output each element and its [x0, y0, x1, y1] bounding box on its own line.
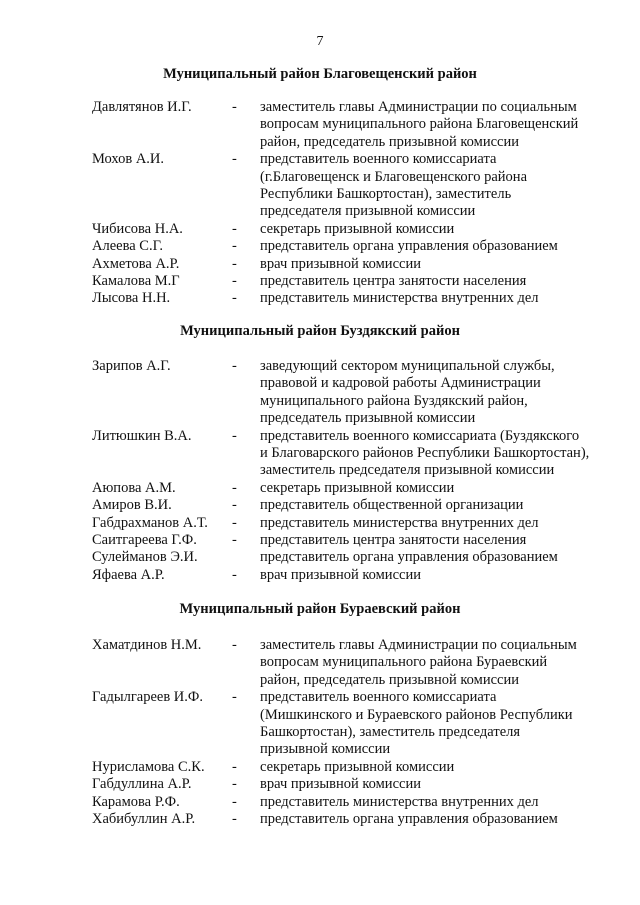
member-role: секретарь призывной комиссии [260, 479, 455, 496]
member-dash: - [232, 776, 237, 793]
member-dash: - [232, 758, 237, 775]
member-name: Нурисламова С.К. [92, 758, 205, 775]
member-name: Амиров В.И. [92, 497, 172, 514]
section-heading-blagoveshchensky: Муниципальный район Благовещенский район [163, 66, 477, 82]
member-name: Лысова Н.Н. [92, 290, 171, 307]
member-name: Ахметова А.Р. [92, 255, 180, 272]
member-name: Хабибуллин А.Р. [92, 811, 196, 828]
member-dash: - [232, 358, 237, 374]
member-role: представитель военного комиссариата (Буздякского и Благоварского районов Республики Башкортостан), заместитель председателя призывной комиссии [260, 427, 590, 479]
member-dash: - [232, 290, 237, 307]
member-dash: - [232, 255, 237, 272]
member-entry [92, 238, 620, 255]
member-entry [92, 290, 620, 307]
member-role: представитель военного комиссариата (г.Благовещенск и Благовещенского района Республики Башкортостан), заместитель председателя призывной комиссии [260, 151, 528, 220]
member-entry [92, 480, 620, 497]
member-entry [92, 794, 620, 811]
member-entry [92, 151, 620, 221]
member-name: Хаматдинов Н.М. [92, 637, 202, 653]
member-name: Сулейманов Э.И. [92, 549, 198, 566]
member-dash: - [232, 427, 237, 444]
member-dash: - [232, 273, 237, 290]
member-name: Мохов А.И. [92, 151, 165, 168]
member-dash: - [232, 532, 237, 549]
member-role: представитель органа управления образованием [260, 811, 558, 828]
member-dash: - [232, 99, 237, 115]
member-dash: - [232, 497, 237, 514]
member-entry [92, 515, 620, 532]
member-role: представитель общественной организации [260, 497, 524, 514]
section-entries-buzdyaksky [92, 358, 620, 584]
member-dash: - [232, 514, 237, 531]
member-role: врач призывной комиссии [260, 776, 421, 793]
member-dash: - [232, 479, 237, 496]
member-role: врач призывной комиссии [260, 566, 421, 583]
member-name: Яфаева А.Р. [92, 566, 165, 583]
member-name: Зарипов А.Г. [92, 358, 171, 374]
member-name: Саитгареева Г.Ф. [92, 532, 197, 549]
member-role: представитель военного комиссариата (Мишкинского и Бураевского районов Республики Башкортостан), заместитель председателя призывной комиссии [260, 689, 573, 758]
member-entry [92, 549, 620, 566]
member-role: представитель органа управления образованием [260, 549, 558, 566]
member-role: представитель центра занятости населения [260, 273, 527, 290]
section-entries-blagoveshchensky [92, 99, 620, 308]
member-role: секретарь призывной комиссии [260, 220, 455, 237]
member-entry [92, 99, 620, 151]
page-number: 7 [316, 34, 324, 49]
member-entry [92, 221, 620, 238]
member-role: представитель министерства внутренних дел [260, 514, 539, 531]
section-entries-buraevsky [92, 637, 620, 828]
member-entry [92, 273, 620, 290]
member-role: заведующий сектором муниципальной службы, правовой и кадровой работы Администрации муниципального района Буздякский район, председатель призывной комиссии [260, 358, 555, 427]
member-role: секретарь призывной комиссии [260, 758, 455, 775]
member-dash: - [232, 793, 237, 810]
member-name: Давлятянов И.Г. [92, 99, 192, 115]
member-entry [92, 567, 620, 584]
member-dash: - [232, 238, 237, 255]
member-role: врач призывной комиссии [260, 255, 421, 272]
member-entry [92, 776, 620, 793]
member-name: Карамова Р.Ф. [92, 793, 180, 810]
member-name: Аюпова А.М. [92, 479, 176, 496]
member-entry [92, 811, 620, 828]
member-name: Габдуллина А.Р. [92, 776, 192, 793]
member-role: представитель министерства внутренних дел [260, 793, 539, 810]
member-entry [92, 532, 620, 549]
member-entry [92, 759, 620, 776]
member-role: представитель центра занятости населения [260, 532, 527, 549]
member-name: Чибисова Н.А. [92, 220, 183, 237]
member-role: заместитель главы Администрации по социальным вопросам муниципального района Бураевский район, председатель призывной комиссии [260, 637, 577, 688]
member-dash: - [232, 811, 237, 828]
member-entry [92, 256, 620, 273]
member-name: Алеева С.Г. [92, 238, 163, 255]
member-dash: - [232, 689, 237, 706]
member-dash: - [232, 151, 237, 168]
member-role: представитель органа управления образованием [260, 238, 558, 255]
member-role: представитель министерства внутренних дел [260, 290, 539, 307]
member-name: Литюшкин В.А. [92, 427, 192, 444]
member-dash: - [232, 220, 237, 237]
member-dash: - [232, 637, 237, 653]
member-entry [92, 497, 620, 514]
section-heading-buzdyaksky: Муниципальный район Буздякский район [180, 323, 460, 339]
member-entry [92, 358, 620, 428]
member-name: Габдрахманов А.Т. [92, 514, 208, 531]
member-entry [92, 637, 620, 689]
member-dash: - [232, 566, 237, 583]
member-entry [92, 689, 620, 759]
member-name: Гадылгареев И.Ф. [92, 689, 203, 706]
member-name: Камалова М.Г [92, 273, 180, 290]
section-heading-buraevsky: Муниципальный район Бураевский район [179, 601, 461, 617]
member-entry [92, 428, 620, 480]
member-role: заместитель главы Администрации по социальным вопросам муниципального района Благовещенский район, председатель призывной комиссии [260, 99, 579, 150]
